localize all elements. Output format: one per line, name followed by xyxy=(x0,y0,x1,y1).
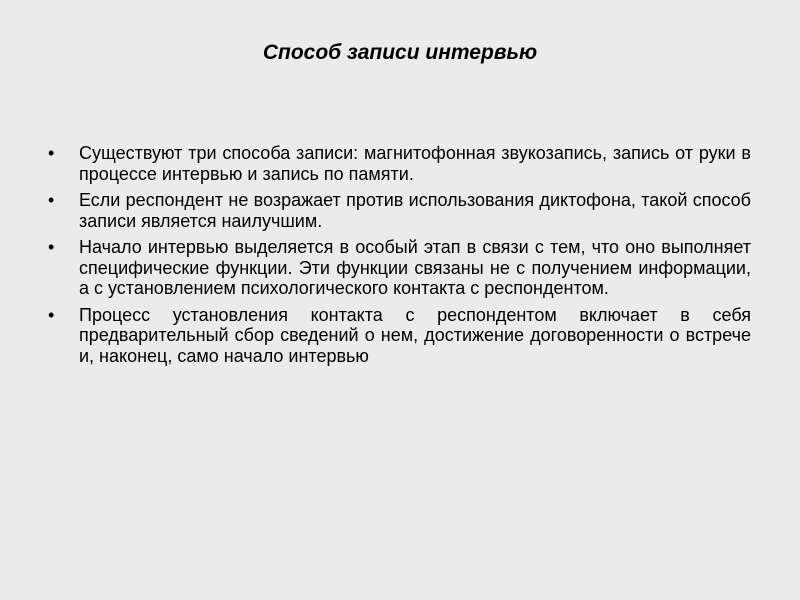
bullet-item xyxy=(48,237,751,299)
bullet-dot-icon: • xyxy=(48,143,55,163)
bullet-item xyxy=(48,143,751,184)
bullet-text: Если респондент не возражает против использования диктофона, такой способ записи является наилучшим. xyxy=(79,190,751,231)
bullet-dot-icon: • xyxy=(48,304,55,325)
bullet-text: Существуют три способа записи: магнитофонная звукозапись, запись от руки в процессе интервью и запись по памяти. xyxy=(79,143,751,184)
bullet-text: Начало интервью выделяется в особый этап в связи с тем, что оно выполняет специфические функции. Эти функции связаны не с получением информации, а с установлением психологического контакта с респондентом. xyxy=(79,237,751,298)
bullet-dot-icon: • xyxy=(48,237,55,257)
bullet-item xyxy=(48,190,751,231)
bullet-list xyxy=(48,143,751,372)
slide-title: Способ записи интервью xyxy=(262,41,538,64)
bullet-text: Процесс установления контакта с респондентом включает в себя предварительный сбор сведений о нем, достижение договоренности о встрече и, наконец, само начало интервью xyxy=(79,304,751,366)
bullet-dot-icon: • xyxy=(48,190,55,210)
bullet-item xyxy=(48,305,751,367)
